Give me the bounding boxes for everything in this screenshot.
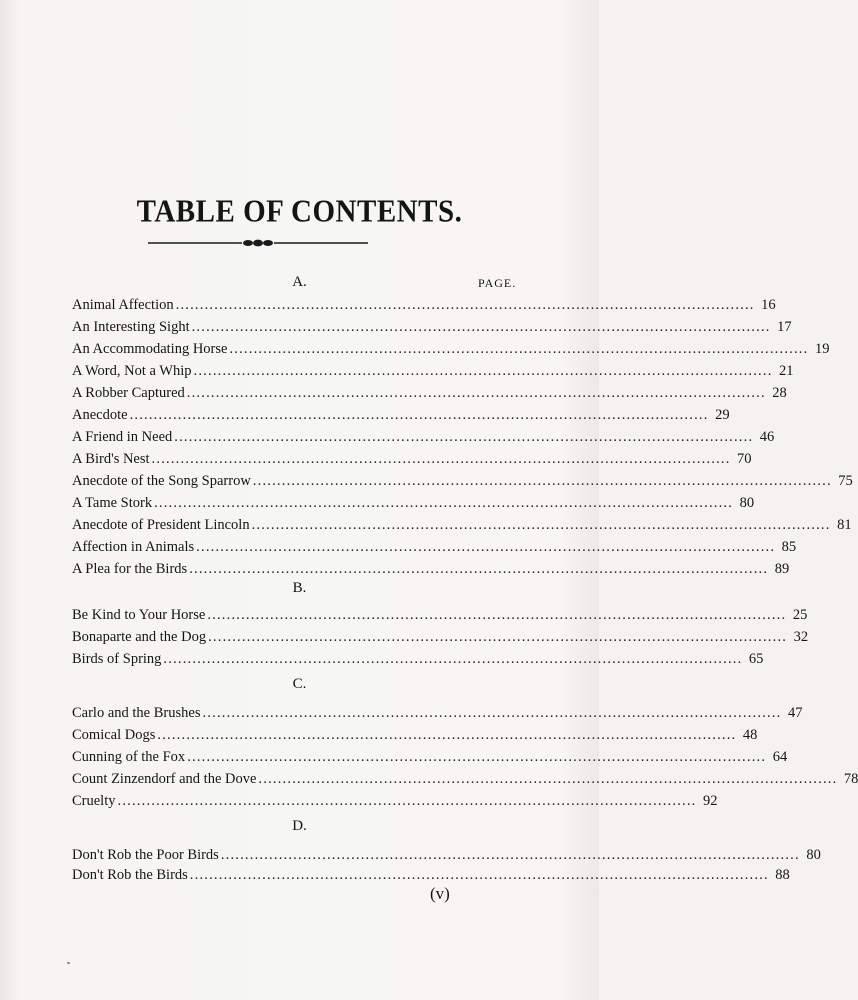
entry-page: 80 [739,495,755,511]
toc-entry[interactable] [72,626,809,648]
entry-page: 88 [775,867,790,883]
page-folio: (v) [430,884,450,903]
entry-page: 25 [792,607,808,623]
toc-entry[interactable] [72,864,790,886]
leader-dots: ........................................................................................................................ [163,651,743,667]
toc-entry[interactable] [72,338,830,360]
entry-page: 48 [742,727,758,743]
leader-dots: ........................................................................................................................ [191,319,771,335]
entry-page: 19 [814,341,830,357]
toc-entry[interactable] [72,536,797,558]
toc-entry[interactable] [72,470,853,492]
entry-title: Bonaparte and the Dog [72,629,207,645]
entry-page: 32 [793,629,809,645]
entry-title: Affection in Animals [72,539,195,555]
leader-dots: ........................................................................................................................ [187,749,767,765]
entry-page: 16 [761,297,776,313]
toc-entry[interactable] [72,844,821,866]
entry-title: An Accommodating Horse [72,341,228,357]
entry-page: 80 [806,847,821,863]
leader-dots: ........................................................................................................................ [220,847,800,863]
paper-speck [67,962,70,964]
toc-entry[interactable] [72,514,852,536]
leader-dots: ........................................................................................................................ [229,341,809,357]
leader-dots: ........................................................................................................................ [174,429,754,445]
entry-title: A Word, Not a Whip [72,363,192,379]
entry-page: 47 [787,705,803,721]
entry-page: 70 [737,451,752,467]
entry-title: Anecdote [72,407,128,423]
toc-entry[interactable] [72,382,787,404]
leader-dots: ........................................................................................................................ [251,517,831,533]
entry-title: An Interesting Sight [72,319,190,335]
title-rule-ornament [148,237,368,249]
toc-entry[interactable] [72,360,794,382]
entry-page: 46 [759,429,775,445]
entry-page: 75 [838,473,853,489]
toc-entry[interactable] [72,724,758,746]
leader-dots: ........................................................................................................................ [157,727,737,743]
section-heading-d: D. [292,818,307,834]
toc-entry[interactable] [72,702,803,724]
entry-title: Anecdote of the Song Sparrow [72,473,251,489]
leader-dots: ........................................................................................................................ [202,705,782,721]
toc-entry[interactable] [72,294,776,316]
toc-entry[interactable] [72,768,858,790]
entry-page: 92 [703,793,718,809]
toc-entry[interactable] [72,648,764,670]
entry-title: Count Zinzendorf and the Dove [72,771,257,787]
toc-entry[interactable] [72,426,775,448]
leader-dots: ........................................................................................................................ [186,385,766,401]
entry-title: Don't Rob the Poor Birds [72,847,219,863]
entry-page: 81 [837,517,852,533]
entry-title: A Robber Captured [72,385,185,401]
toc-entry[interactable] [72,790,718,812]
toc-entry[interactable] [72,404,730,426]
leader-dots: ........................................................................................................................ [129,407,709,423]
leader-dots: ........................................................................................................................ [175,297,755,313]
entry-page: 17 [777,319,792,335]
entry-page: 65 [748,651,764,667]
entry-title: A Bird's Nest [72,451,150,467]
entry-title: Don't Rob the Birds [72,867,188,883]
entry-title: Comical Dogs [72,727,156,743]
toc-entry[interactable] [72,316,792,338]
entry-title: Animal Affection [72,297,174,313]
leader-dots: ........................................................................................................................ [193,363,773,379]
entry-page: 28 [772,385,787,401]
page-title: TABLE OF CONTENTS. [136,194,463,230]
entry-title: A Tame Stork [72,495,153,511]
toc-entry[interactable] [72,558,790,580]
toc-entry[interactable] [72,746,788,768]
leader-dots: ........................................................................................................................ [189,561,769,577]
entry-title: A Plea for the Birds [72,561,188,577]
entry-page: 21 [779,363,794,379]
section-heading-c: C. [292,676,307,692]
entry-title: Be Kind to Your Horse [72,607,206,623]
leader-dots: ........................................................................................................................ [252,473,832,489]
entry-title: A Friend in Need [72,429,173,445]
leader-dots: ........................................................................................................................ [117,793,697,809]
section-heading-a: A. [292,274,307,290]
entry-page: 78 [843,771,858,787]
entry-page: 85 [781,539,797,555]
leader-dots: ........................................................................................................................ [258,771,838,787]
page-column-header: PAGE. [478,276,517,290]
leader-dots: ........................................................................................................................ [207,607,787,623]
leader-dots: ........................................................................................................................ [154,495,734,511]
section-heading-b: B. [292,580,307,596]
entry-title: Cruelty [72,793,116,809]
leader-dots: ........................................................................................................................ [208,629,788,645]
leader-dots: ........................................................................................................................ [151,451,731,467]
entry-page: 89 [774,561,790,577]
entry-page: 64 [772,749,788,765]
entry-title: Anecdote of President Lincoln [72,517,250,533]
toc-entry[interactable] [72,604,808,626]
leader-dots: ........................................................................................................................ [196,539,776,555]
toc-entry[interactable] [72,448,752,470]
entry-title: Carlo and the Brushes [72,705,201,721]
toc-entry[interactable] [72,492,755,514]
entry-title: Birds of Spring [72,651,162,667]
entry-title: Cunning of the Fox [72,749,186,765]
leader-dots: ........................................................................................................................ [189,867,769,883]
entry-page: 29 [715,407,730,423]
